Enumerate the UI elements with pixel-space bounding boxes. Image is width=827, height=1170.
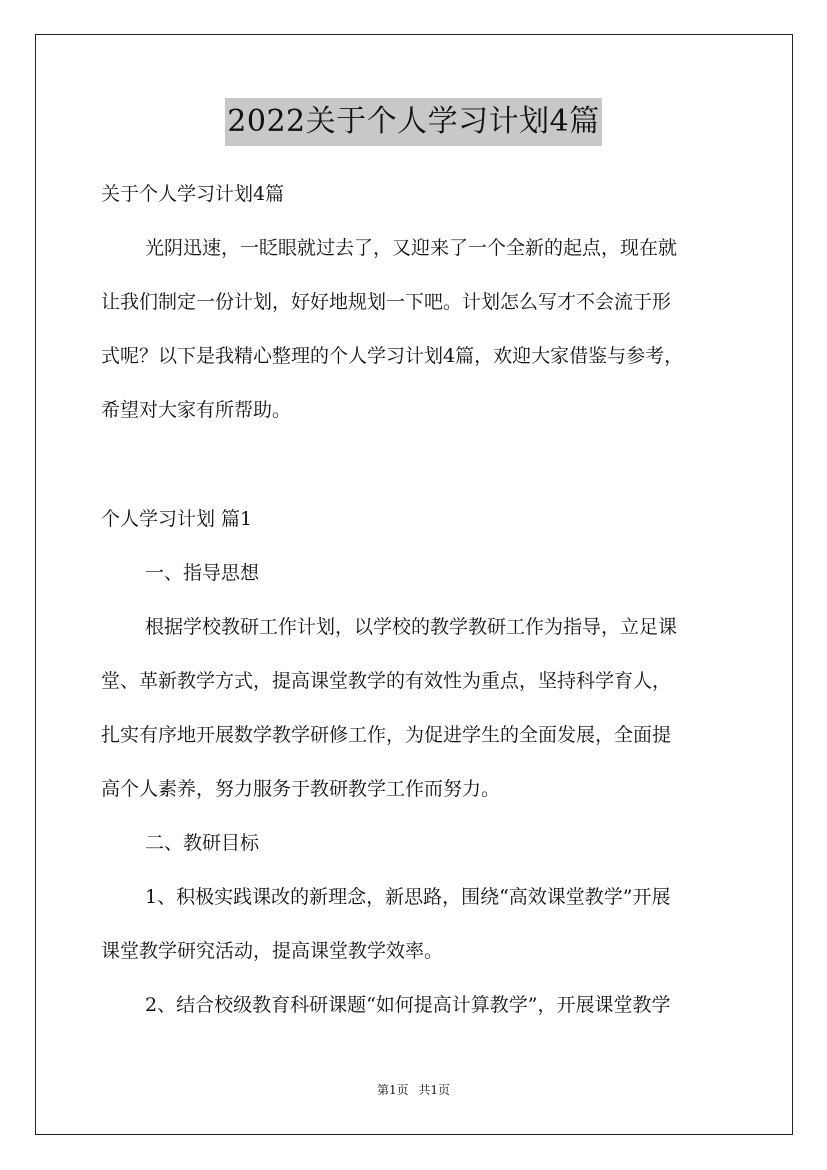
- heading-goals: 二、教研目标: [145, 832, 260, 854]
- intro-line-3: 式呢？以下是我精心整理的个人学习计划4篇，欢迎大家借鉴与参考，: [101, 345, 684, 367]
- page-number: 第1页: [376, 1083, 409, 1097]
- goal1-line-1: 1、积极实践课改的新理念，新思路，围绕“高效课堂教学”开展: [145, 886, 671, 908]
- section1-heading: 个人学习计划 篇1: [101, 508, 253, 530]
- intro-line-1: 光阴迅速，一眨眼就过去了，又迎来了一个全新的起点，现在就: [145, 237, 678, 259]
- page-total: 共1页: [418, 1083, 451, 1097]
- document-title: 2022关于个人学习计划4篇: [225, 98, 601, 146]
- guiding-line-3: 扎实有序地开展数学教学研修工作，为促进学生的全面发展，全面提: [101, 724, 672, 746]
- goal2-line-1: 2、结合校级教育科研课题“如何提高计算教学”，开展课堂教学: [145, 994, 671, 1016]
- goal1-line-2: 课堂教学研究活动，提高课堂教学效率。: [101, 940, 444, 962]
- guiding-line-4: 高个人素养，努力服务于教研教学工作而努力。: [101, 778, 501, 800]
- document-subtitle: 关于个人学习计划4篇: [101, 183, 285, 205]
- title-container: [0, 98, 827, 146]
- intro-line-4: 希望对大家有所帮助。: [101, 399, 292, 421]
- guiding-line-1: 根据学校教研工作计划，以学校的教学教研工作为指导，立足课: [145, 616, 678, 638]
- intro-line-2: 让我们制定一份计划，好好地规划一下吧。计划怎么写才不会流于形: [101, 291, 672, 313]
- guiding-line-2: 堂、革新教学方式，提高课堂教学的有效性为重点，坚持科学育人，: [101, 670, 672, 692]
- heading-guiding: 一、指导思想: [145, 562, 260, 584]
- page-footer: [0, 1081, 827, 1098]
